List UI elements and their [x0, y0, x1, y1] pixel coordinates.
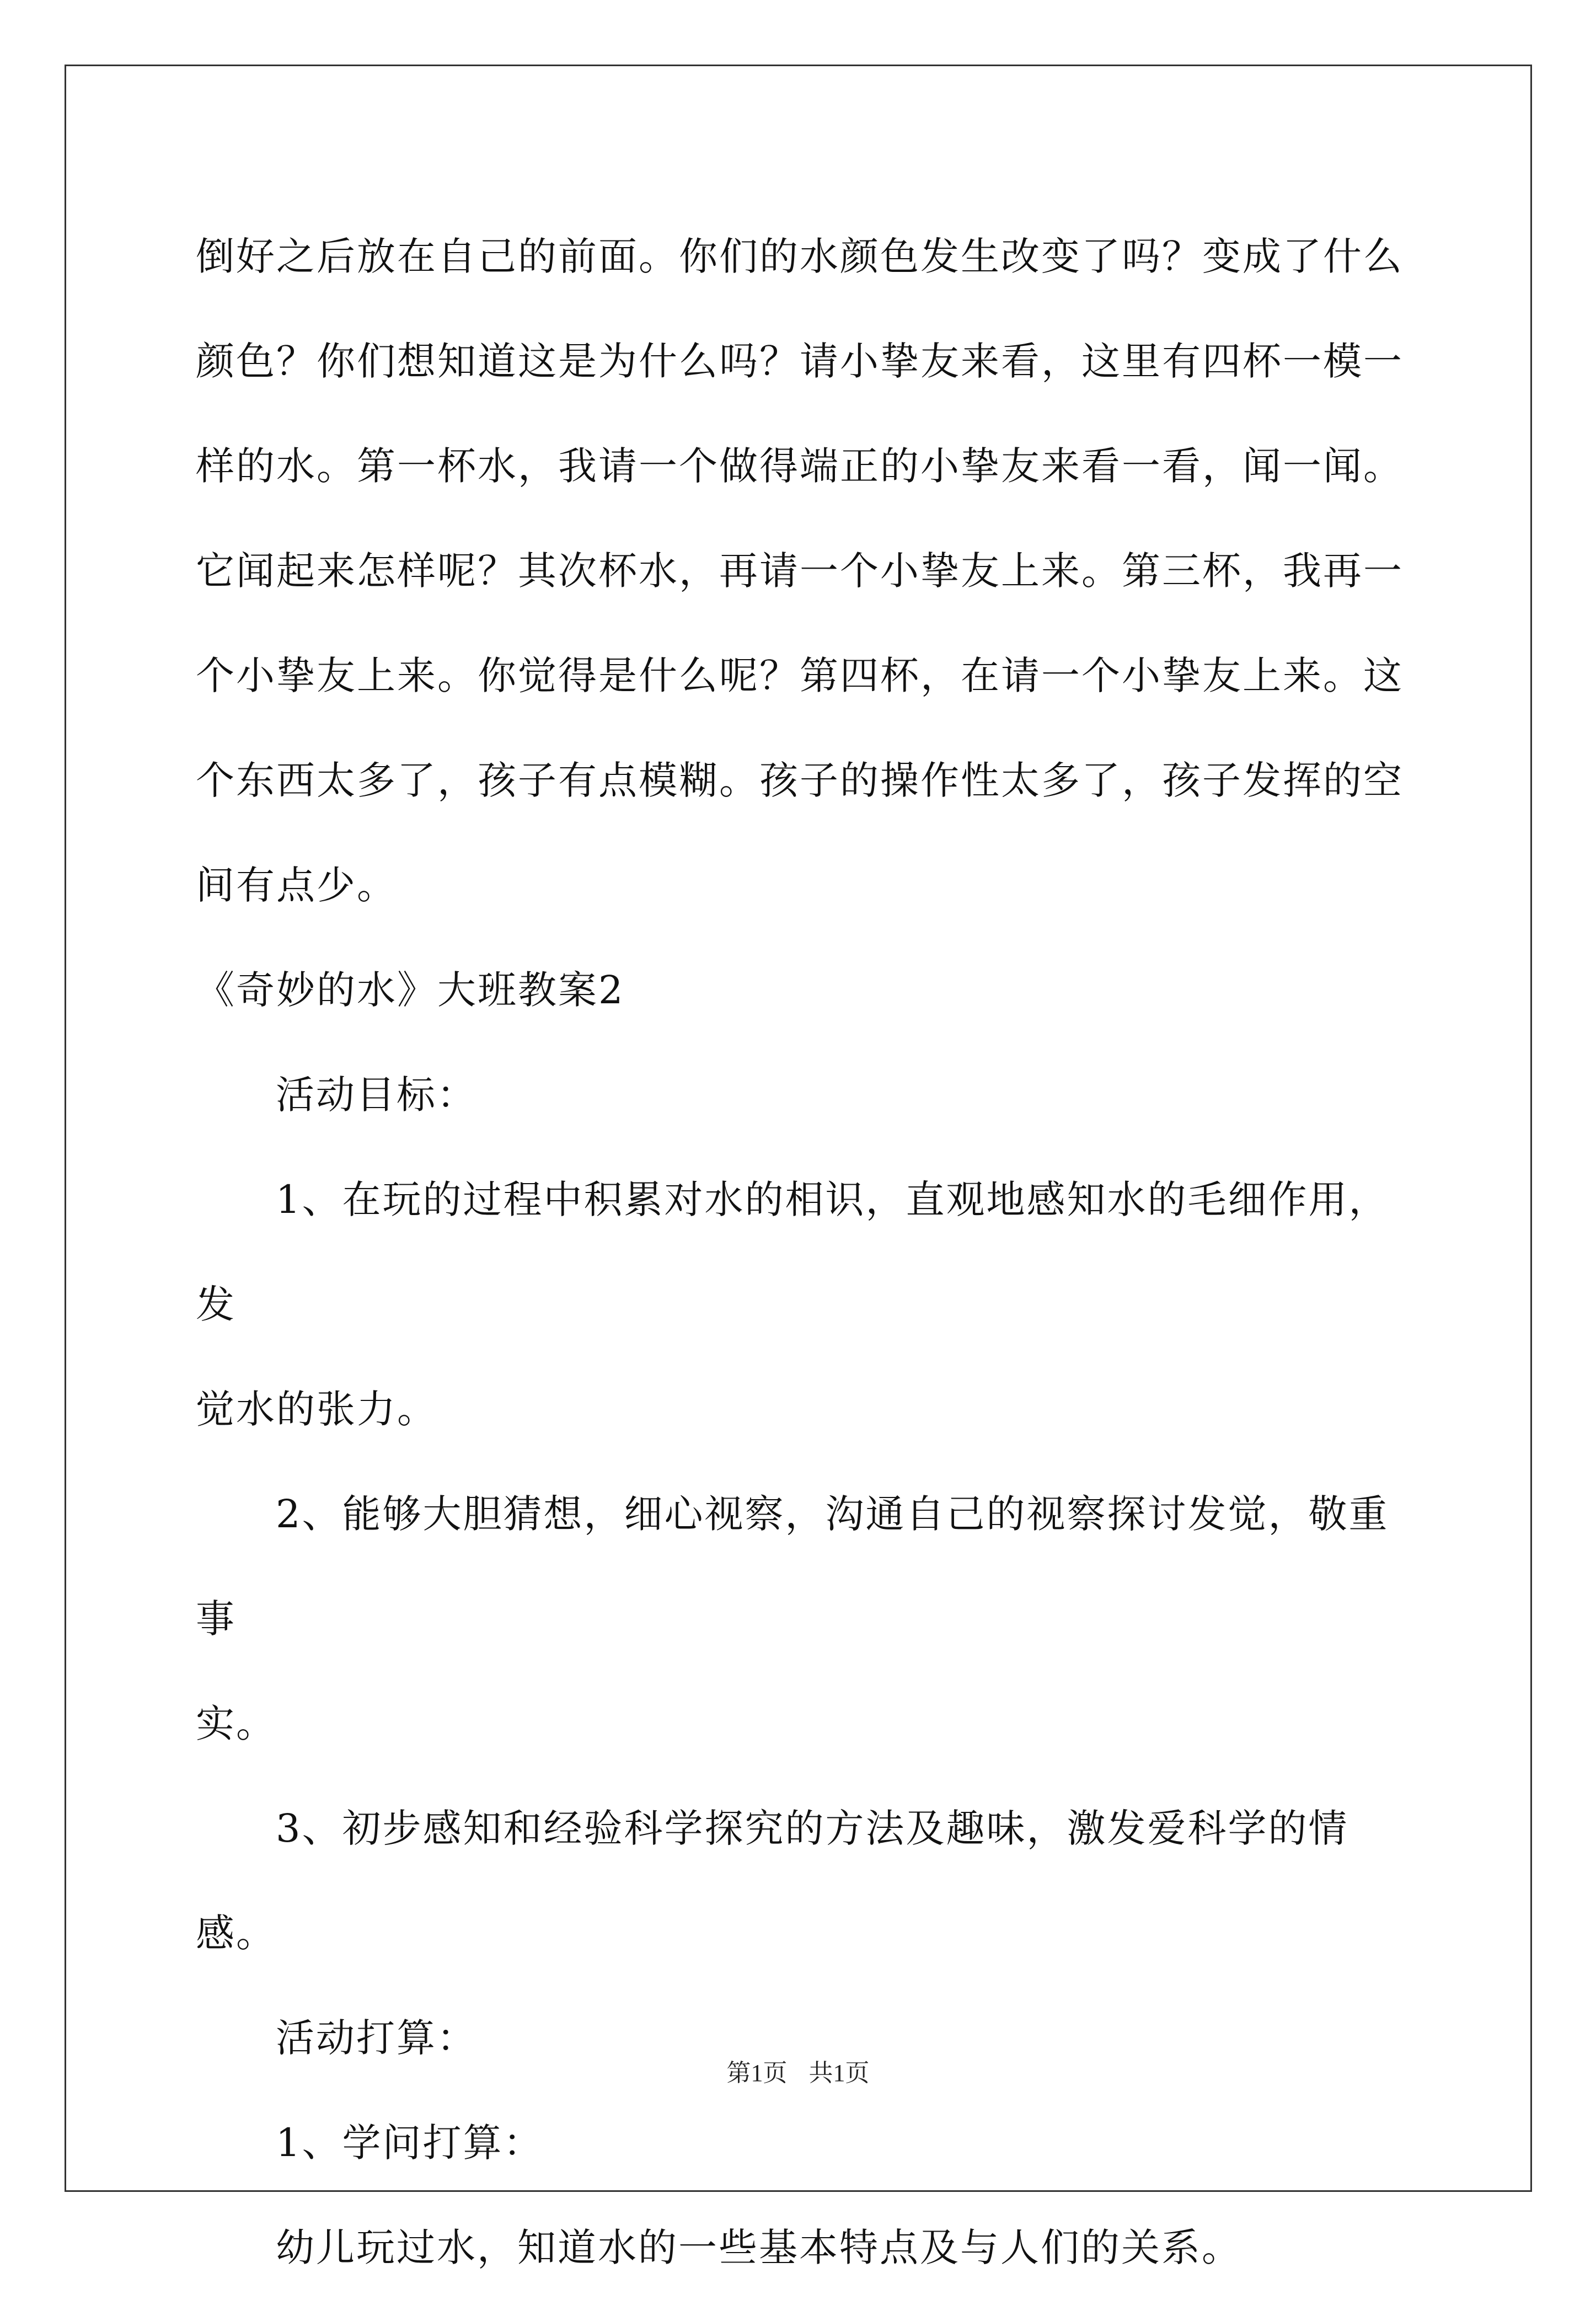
text-line: 个小挚友上来。你觉得是什么呢？第四杯，在请一个小挚友上来。这	[196, 653, 1404, 698]
preparation-item-1: 1、学问打算：	[276, 2120, 544, 2165]
text-line: 1、在玩的过程中积累对水的相识，直观地感知水的毛细作用，发	[196, 1177, 1389, 1327]
page-footer	[0, 2053, 1596, 2088]
objective-1	[196, 1147, 1409, 1462]
text-line: 倒好之后放在自己的前面。你们的水颜色发生改变了吗？变成了什么	[196, 234, 1404, 279]
text-line: 样的水。第一杯水，我请一个做得端正的小挚友来看一看，闻一闻。	[196, 443, 1404, 489]
objective-3: 3、初步感知和经验科学探究的方法及趣味，激发爱科学的情感。	[196, 1806, 1349, 1956]
text-line: 2、能够大胆猜想，细心视察，沟通自己的视察探讨发觉，敬重事	[196, 1491, 1389, 1641]
continuation-paragraph	[196, 204, 1409, 938]
page-number-current: 第1页	[726, 2060, 788, 2087]
text-line: 间有点少。	[196, 863, 397, 908]
text-line: 觉水的张力。	[196, 1387, 437, 1432]
page-number-total: 共1页	[808, 2060, 870, 2087]
objective-2	[196, 1462, 1409, 1776]
document-body	[196, 204, 1409, 2300]
text-line: 它闻起来怎样呢？其次杯水，再请一个小挚友上来。第三杯，我再一	[196, 548, 1404, 593]
preparation-item-1-text: 幼儿玩过水，知道水的一些基本特点及与人们的关系。	[276, 2225, 1242, 2270]
text-line: 实。	[196, 1701, 276, 1746]
text-line: 颜色？你们想知道这是为什么吗？请小挚友来看，这里有四杯一模一	[196, 339, 1404, 384]
preparation-heading: 活动打算：	[276, 2015, 477, 2061]
objectives-heading: 活动目标：	[276, 1072, 477, 1117]
text-line: 个东西太多了，孩子有点模糊。孩子的操作性太多了，孩子发挥的空	[196, 758, 1404, 803]
section-title: 《奇妙的水》大班教案2	[196, 967, 625, 1013]
